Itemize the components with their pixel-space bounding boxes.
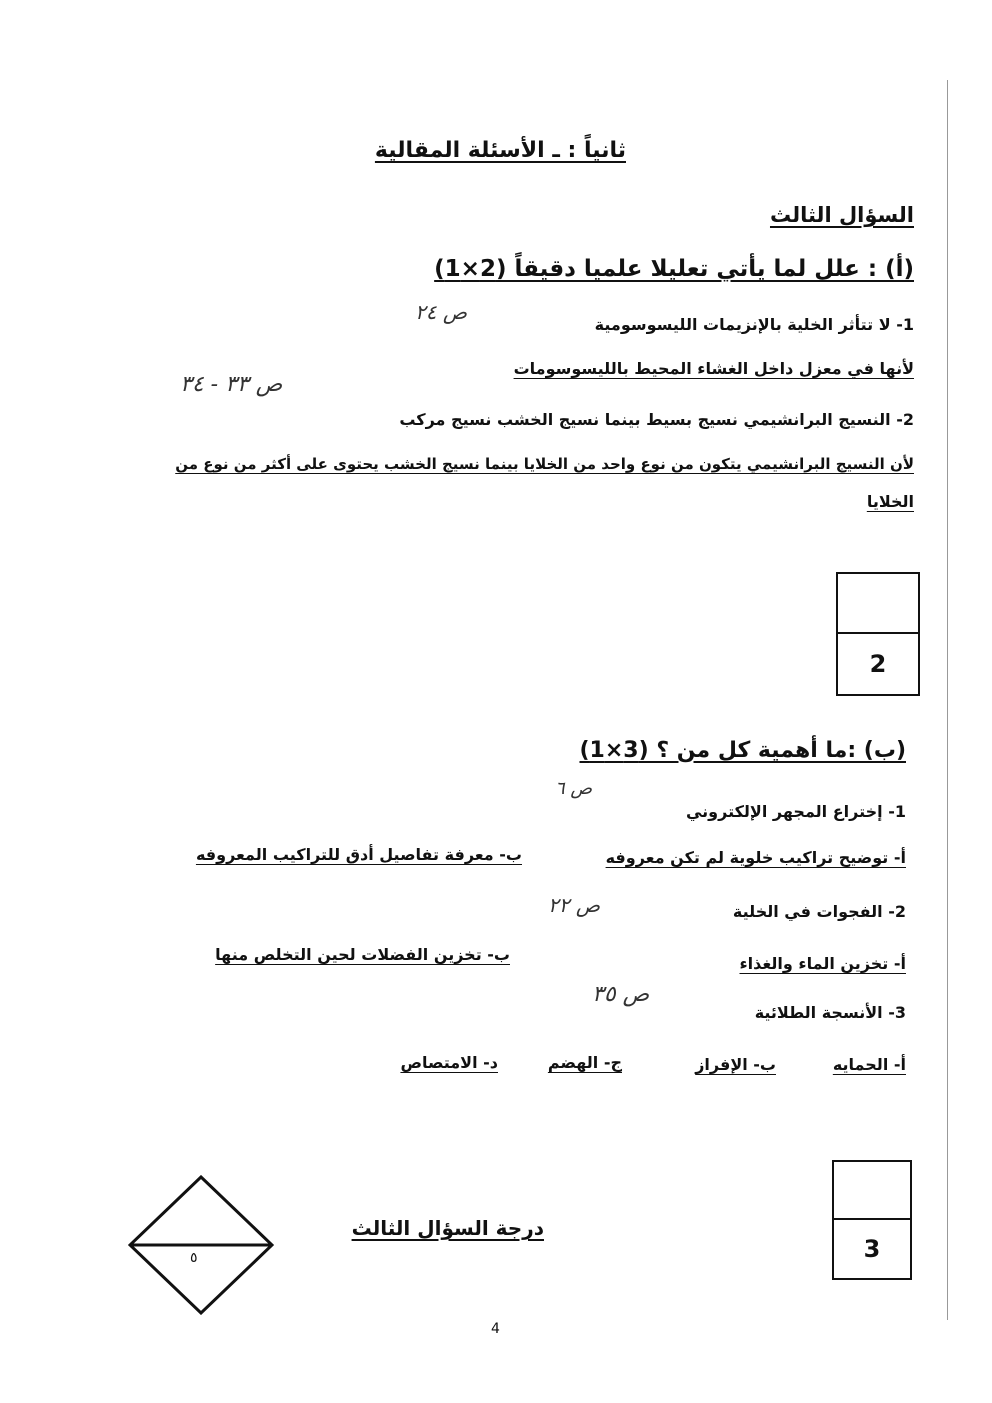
part-b-score: 3: [863, 1235, 881, 1263]
part-b-item-1-a: أ- توضيح تراكيب خلوية لم تكن معروفه: [605, 848, 906, 867]
part-a-item-2-prompt: 2- النسيج البرانشيمي نسيج بسيط بينما نسيج الخشب نسيج مركب: [399, 410, 914, 429]
part-a-heading: (أ) : علل لما يأتي تعليلا علميا دقيقاً (2×1): [434, 256, 914, 282]
part-a-item-1-note: ص ٢٤: [415, 300, 468, 324]
part-b-item-3-b: ب- الإفراز: [695, 1055, 776, 1074]
part-b-item-2-a: أ- تخزين الماء والغذاء: [739, 954, 906, 973]
part-b-item-3-note: ص ٣٥: [592, 982, 650, 1007]
part-b-heading: (ب) :ما أهمية كل من ؟ (3×1): [579, 738, 906, 763]
part-a-item-2-answer-line2: الخلايا: [866, 492, 914, 511]
part-a-item-1-answer: لأنها في معزل داخل الغشاء المحيط بالليسوسومات: [513, 359, 914, 378]
score-box-top: [834, 1162, 910, 1220]
part-b-item-1-prompt: 1- إختراع المجهر الإلكتروني: [685, 802, 906, 821]
question-heading: السؤال الثالث: [769, 203, 914, 227]
part-b-item-3-a: أ- الحمايه: [832, 1055, 906, 1074]
part-a-item-1-prompt: 1- لا تتأثر الخلية بالإنزيمات الليسوسومية: [594, 315, 914, 334]
part-b-score-box: [832, 1160, 912, 1280]
total-score: ٥: [190, 1250, 198, 1266]
part-a-score: 2: [869, 650, 887, 678]
part-a-item-2-note: ص ٣٣ - ٣٤: [180, 372, 283, 397]
part-b-item-1-b: ب- معرفة تفاصيل أدق للتراكيب المعروفه: [195, 845, 522, 864]
part-a-score-box: [836, 572, 920, 696]
question-total-label: درجة السؤال الثالث: [351, 1216, 544, 1240]
part-b-item-2-note: ص ٢٢: [548, 893, 601, 917]
part-b-item-2-prompt: 2- الفجوات في الخلية: [732, 902, 906, 921]
page-number: 4: [491, 1321, 500, 1337]
part-a-item-2-answer-line1: لأن النسيج البرانشيمي يتكون من نوع واحد من الخلايا بينما نسيج الخشب يحتوى على أكثر من نوع من: [175, 455, 914, 473]
score-box-top: [838, 574, 918, 634]
part-b-item-3-prompt: 3- الأنسجة الطلائية: [754, 1003, 906, 1022]
total-score-diamond: [128, 1175, 274, 1315]
part-b-item-1-note: ص ٦: [555, 778, 593, 799]
part-b-item-3-c: ج- الهضم: [547, 1053, 622, 1072]
scan-edge-line: [947, 80, 948, 1320]
part-b-item-3-d: د- الامتصاص: [400, 1053, 498, 1072]
part-b-item-2-b: ب- تخزين الفضلات لحين التخلص منها: [215, 945, 510, 964]
section-title: ثانياً : ـ الأسئلة المقالية: [374, 138, 626, 163]
